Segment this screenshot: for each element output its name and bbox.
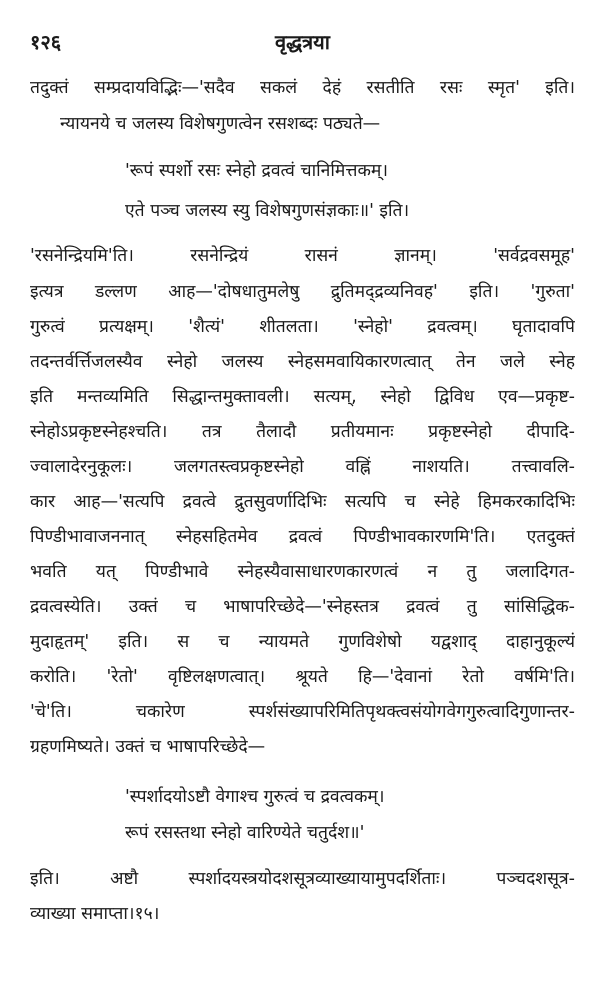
text-line: मुदाहृतम्' इति। स च न्यायमते गुणविशेषो यद्वशाद् दाहानुकूल्यं [30,632,575,652]
text-line: स्नेहोऽप्रकृष्टस्नेहश्चति। तत्र तैलादौ प्रतीयमानः प्रकृष्टस्नेहो दीपादि- [30,422,575,442]
text-line: करोति। 'रेतो' वृष्टिलक्षणत्वात्। श्रूयते हि—'देवानां रेतो वर्षमि'ति। [30,667,575,687]
text-line: इत्यत्र डल्लण आह—'दोषधातुमलेषु द्रुतिमद्द्रव्यनिवह' इति। 'गुरुता' [30,282,575,302]
page-number: १२६ [30,30,62,54]
verse-line: 'स्पर्शादयोऽष्टौ वेगाश्च गुरुत्वं च द्रवत्वकम्। [125,787,385,807]
text-line: 'चे'ति। चकारेण स्पर्शसंख्यापरिमितिपृथक्त्वसंयोगवेगगुरुत्वादिगुणान्तर- [30,702,575,722]
text-line: द्रवत्वस्येति। उक्तं च भाषापरिच्छेदे—'स्नेहस्तत्र द्रवत्वं तु सांसिद्धिक- [30,597,575,617]
verse-line: रूपं रसस्तथा स्नेहो वारिण्येते चतुर्दश॥' [125,823,365,843]
verse-line: एते पञ्च जलस्य स्यु विशेषगुणसंज्ञकाः॥' इति। [125,201,410,221]
text-line: न्यायनये च जलस्य विशेषगुणत्वेन रसशब्दः पठ्यते— [60,114,381,134]
text-line: कार आह—'सत्यपि द्रवत्वे द्रुतसुवर्णादिभिः सत्यपि च स्नेहे हिमकरकादिभिः [30,492,575,512]
text-line: इति मन्तव्यमिति सिद्धान्तमुक्तावली। सत्यम्, स्नेहो द्विविध एव—प्रकृष्ट- [30,387,575,407]
text-line: व्याख्या समाप्ता।१५। [30,904,160,924]
page-header [30,28,575,58]
text-line: ग्रहणमिष्यते। उक्तं च भाषापरिच्छेदे— [30,737,266,757]
text-line: 'रसनेन्द्रियमि'ति। रसनेन्द्रियं रासनं ज्ञानम्। 'सर्वद्रवसमूह' [30,246,575,266]
verse-line: 'रूपं स्पर्शो रसः स्नेहो द्रवत्वं चानिमित्तकम्। [125,161,388,181]
text-line: इति। अष्टौ स्पर्शादयस्त्रयोदशसूत्रव्याख्यायामुपदर्शिताः। पञ्चदशसूत्र- [30,869,575,889]
text-line: तदन्तर्वर्त्तिजलस्यैव स्नेहो जलस्य स्नेहसमवायिकारणत्वात् तेन जले स्नेह [30,352,575,372]
text-line: तदुक्तं सम्प्रदायविद्भिः—'सदैव सकलं देहं रसतीति रसः स्मृत' इति। [30,78,575,98]
running-title: वृद्धत्रया [275,30,330,54]
text-line: भवति यत् पिण्डीभावे स्नेहस्यैवासाधारणकारणत्वं न तु जलादिगत- [30,562,575,582]
text-line: गुरुत्वं प्रत्यक्षम्। 'शैत्यं' शीतलता। 'स्नेहो' द्रवत्वम्। घृतादावपि [30,317,575,337]
text-line: ज्वालादेरनुकूलः। जलगतस्त्वप्रकृष्टस्नेहो वह्निं नाशयति। तत्त्वावलि- [30,457,575,477]
text-line: पिण्डीभावाजननात् स्नेहसहितमेव द्रवत्वं पिण्डीभावकारणमि'ति। एतदुक्तं [30,527,575,547]
